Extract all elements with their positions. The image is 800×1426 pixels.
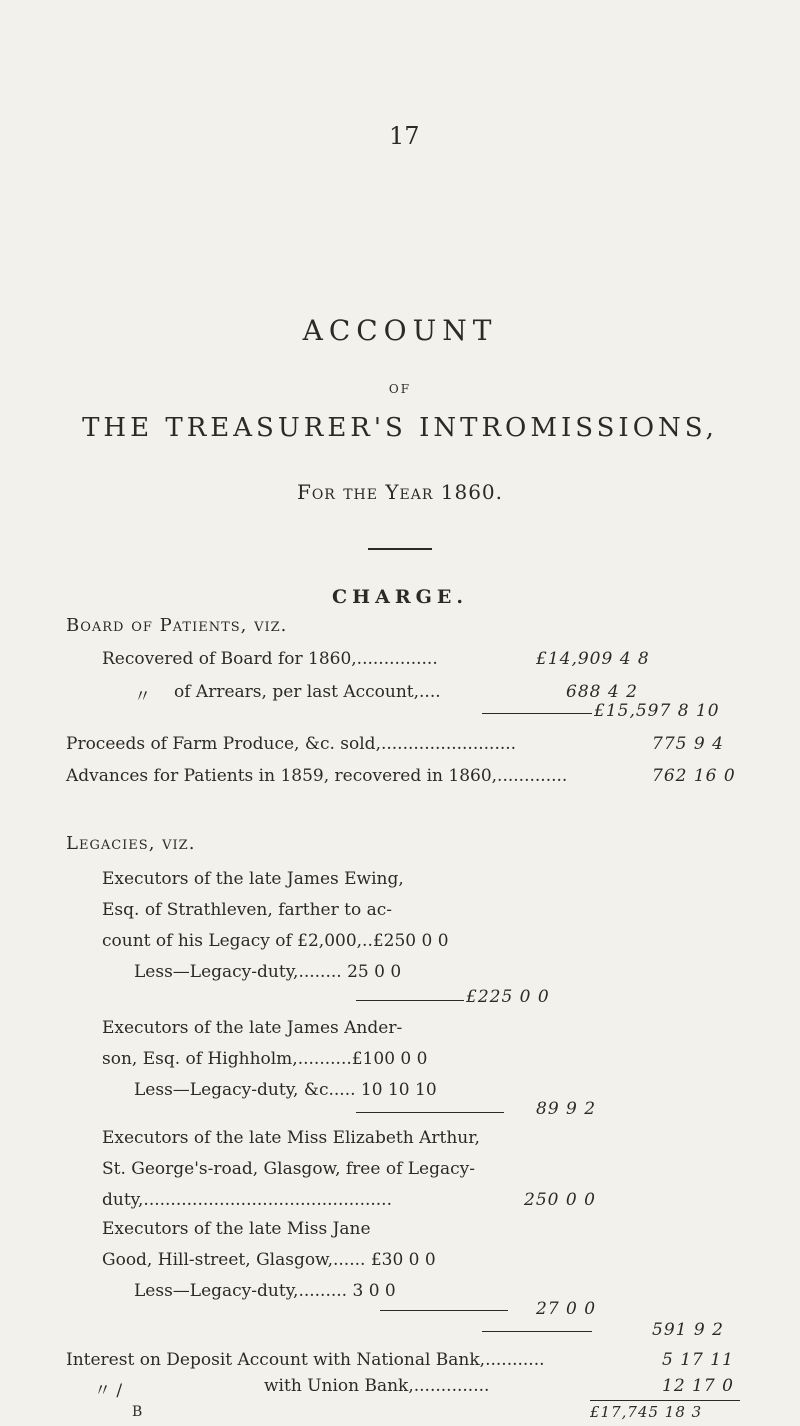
board-subtotal: £15,597 8 10 xyxy=(594,701,720,721)
anderson-net: 89 9 2 xyxy=(536,1099,597,1119)
good-line-2: Good, Hill-street, Glasgow,...... £30 0 0 xyxy=(102,1250,436,1270)
ditto-mark: 〃 xyxy=(134,687,151,707)
good-line-1: Executors of the late Miss Jane xyxy=(102,1219,371,1239)
ewing-line-1: Executors of the late James Ewing, xyxy=(102,869,404,889)
farm-line: Proceeds of Farm Produce, &c. sold,......................... xyxy=(66,734,517,754)
anderson-line-3: Less—Legacy-duty, &c..... 10 10 10 xyxy=(134,1080,437,1100)
arthur-line-2: St. George's-road, Glasgow, free of Legacy- xyxy=(102,1159,476,1179)
advances-line: Advances for Patients in 1859, recovered in 1860,............. xyxy=(66,766,568,786)
page-number: 17 xyxy=(389,122,420,150)
arthur-line-1: Executors of the late Miss Elizabeth Arthur, xyxy=(102,1128,480,1148)
board-line-1-amount: £14,909 4 8 xyxy=(536,649,650,669)
interest-union-amount: 12 17 0 xyxy=(662,1376,734,1396)
good-rule xyxy=(380,1310,508,1311)
farm-amount: 775 9 4 xyxy=(652,734,724,754)
ewing-rule xyxy=(356,1000,464,1001)
anderson-line-1: Executors of the late James Ander- xyxy=(102,1018,403,1038)
advances-amount: 762 16 0 xyxy=(652,766,736,786)
title-divider xyxy=(368,548,432,550)
interest-union-text: with Union Bank,.............. xyxy=(264,1376,490,1396)
ewing-line-3: count of his Legacy of £2,000,..£250 0 0 xyxy=(102,931,449,951)
legacies-rule xyxy=(482,1331,592,1332)
board-line-2-amount: 688 4 2 xyxy=(566,682,638,702)
page-subtitle: THE TREASURER'S INTROMISSIONS, xyxy=(82,413,718,443)
board-rule xyxy=(482,713,592,714)
grand-total: £17,745 18 3 xyxy=(590,1403,703,1421)
title-connector: OF xyxy=(388,382,412,396)
ewing-net: £225 0 0 xyxy=(466,987,550,1007)
ewing-line-2: Esq. of Strathleven, farther to ac- xyxy=(102,900,392,920)
total-rule xyxy=(590,1400,740,1401)
legacies-total: 591 9 2 xyxy=(652,1320,724,1340)
anderson-line-2: son, Esq. of Highholm,..........£100 0 0 xyxy=(102,1049,428,1069)
interest-national-text: Interest on Deposit Account with National Bank,........... xyxy=(66,1350,545,1370)
arthur-net: 250 0 0 xyxy=(524,1190,596,1210)
signature-mark-b: B xyxy=(132,1404,143,1420)
board-heading: Board of Patients, viz. xyxy=(66,615,288,636)
interest-national-amount: 5 17 11 xyxy=(662,1350,734,1370)
year-line: For the Year 1860. xyxy=(296,480,504,504)
board-line-2: of Arrears, per last Account,.... xyxy=(174,682,441,702)
anderson-rule xyxy=(356,1112,504,1113)
legacies-heading: Legacies, viz. xyxy=(66,833,196,854)
ewing-line-4: Less—Legacy-duty,........ 25 0 0 xyxy=(134,962,402,982)
ditto-mark-interest: 〃 / xyxy=(94,1381,123,1401)
arthur-line-3: duty,.............................................. xyxy=(102,1190,392,1210)
good-net: 27 0 0 xyxy=(536,1299,597,1319)
section-heading: CHARGE. xyxy=(332,586,468,608)
board-line-1: Recovered of Board for 1860,............... xyxy=(102,649,438,669)
good-line-3: Less—Legacy-duty,......... 3 0 0 xyxy=(134,1281,396,1301)
page-title: ACCOUNT xyxy=(302,314,498,347)
